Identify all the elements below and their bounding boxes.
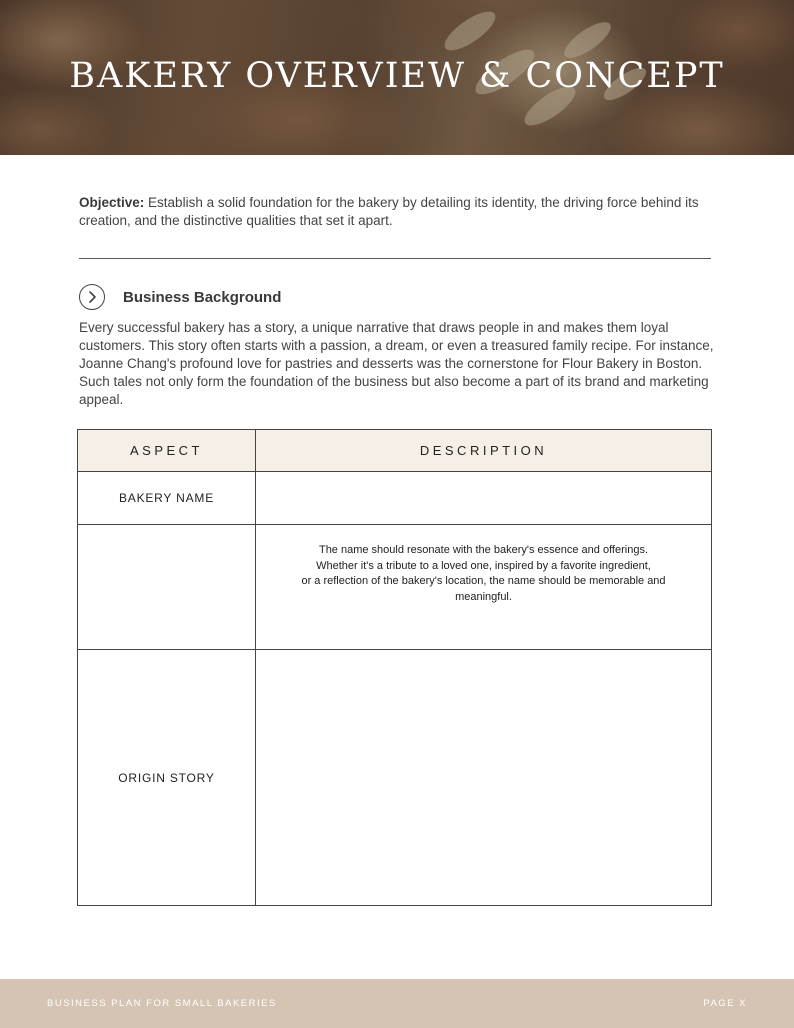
table-row: [78, 525, 712, 650]
objective-paragraph: [79, 194, 711, 230]
section-body: Every successful bakery has a story, a unique narrative that draws people in and makes them loyal customers. This story often starts with a passion, a dream, or even a treasured family recipe. For instance, Joanne Chang's profound love for pastries and desserts was the cornerstone for Flour Bakery in Boston. Such tales not only form the foundation of the business but also become a part of its brand and marketing appeal.: [79, 320, 714, 407]
divider: [79, 258, 711, 259]
column-header-description: DESCRIPTION: [256, 430, 712, 472]
description-cell: [256, 650, 712, 906]
objective-text: Establish a solid foundation for the bakery by detailing its identity, the driving force behind its creation, and the distinctive qualities that set it apart.: [79, 195, 699, 228]
aspect-cell: [78, 525, 256, 650]
footer-document-title: BUSINESS PLAN FOR SMALL BAKERIES: [47, 998, 277, 1009]
aspect-cell: ORIGIN STORY: [78, 650, 256, 906]
section-title: Business Background: [123, 288, 282, 306]
description-text: The name should resonate with the bakery's essence and offerings. Whether it's a tribute to a loved one, inspired by a favorite ingredient, or a reflection of the bakery's location, the name should be memorable and meaningful.: [301, 544, 666, 603]
table-row: [78, 472, 712, 525]
page-number: PAGE X: [703, 998, 747, 1009]
aspects-table: [77, 429, 712, 906]
section-heading: [79, 284, 281, 310]
page-title: BAKERY OVERVIEW & CONCEPT: [69, 56, 725, 96]
table-row: [78, 650, 712, 906]
footer: [0, 979, 794, 1028]
objective-label: Objective:: [79, 195, 145, 210]
column-header-aspect: ASPECT: [78, 430, 256, 472]
chevron-right-icon: [79, 284, 105, 310]
table-header-row: [78, 430, 712, 472]
aspect-cell: BAKERY NAME: [78, 472, 256, 525]
header-banner: [0, 0, 794, 155]
description-cell: [256, 472, 712, 525]
description-cell: [256, 525, 712, 650]
